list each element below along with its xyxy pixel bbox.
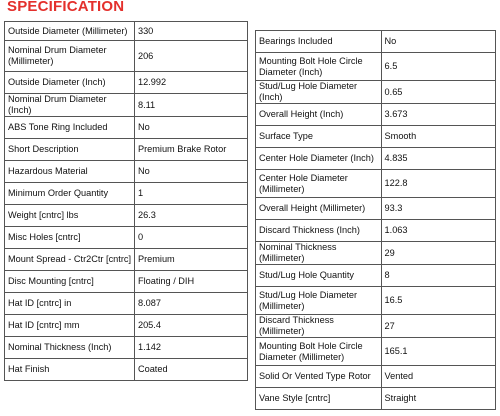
spec-value: No [381, 31, 495, 53]
spec-heading: SPECIFICATION [7, 0, 125, 15]
spec-value: 122.8 [381, 170, 495, 198]
spec-row [256, 170, 496, 198]
spec-row [5, 227, 248, 249]
spec-value: 12.992 [134, 72, 247, 94]
spec-row [256, 242, 496, 265]
spec-value: Smooth [381, 126, 495, 148]
spec-row [5, 183, 248, 205]
spec-value: 93.3 [381, 198, 495, 220]
spec-label: Center Hole Diameter (Inch) [256, 148, 382, 170]
spec-value: 165.1 [381, 338, 495, 366]
spec-value: 8 [381, 265, 495, 287]
spec-label: Nominal Drum Diameter (Inch) [5, 94, 135, 117]
spec-row [5, 205, 248, 227]
spec-value: 1.063 [381, 220, 495, 242]
spec-row [5, 41, 248, 72]
spec-row [5, 72, 248, 94]
spec-value: No [134, 117, 247, 139]
spec-value: 16.5 [381, 287, 495, 315]
spec-label: Hat ID [cntrc] in [5, 293, 135, 315]
spec-label: Mount Spread - Ctr2Ctr [cntrc] [5, 249, 135, 271]
spec-row [256, 104, 496, 126]
spec-label: Hazardous Material [5, 161, 135, 183]
spec-value: 330 [134, 22, 247, 41]
spec-value: 205.4 [134, 315, 247, 337]
spec-table-right-body [256, 31, 496, 410]
spec-row [256, 31, 496, 53]
spec-row [5, 94, 248, 117]
spec-label: Bearings Included [256, 31, 382, 53]
spec-value: 4.835 [381, 148, 495, 170]
spec-value: 27 [381, 315, 495, 338]
spec-value: Premium [134, 249, 247, 271]
spec-row [256, 198, 496, 220]
spec-label: Outside Diameter (Inch) [5, 72, 135, 94]
spec-label: Center Hole Diameter (Millimeter) [256, 170, 382, 198]
spec-value: 3.673 [381, 104, 495, 126]
spec-row [5, 117, 248, 139]
spec-value: 29 [381, 242, 495, 265]
spec-row [5, 22, 248, 41]
spec-value: 0 [134, 227, 247, 249]
spec-label: Mounting Bolt Hole Circle Diameter (Millimeter) [256, 338, 382, 366]
spec-row [5, 161, 248, 183]
spec-row [256, 366, 496, 388]
spec-label: Solid Or Vented Type Rotor [256, 366, 382, 388]
spec-label: Nominal Thickness (Inch) [5, 337, 135, 359]
spec-label: Discard Thickness (Inch) [256, 220, 382, 242]
spec-label: Outside Diameter (Millimeter) [5, 22, 135, 41]
spec-label: Minimum Order Quantity [5, 183, 135, 205]
spec-row [5, 271, 248, 293]
spec-value: Vented [381, 366, 495, 388]
spec-table-right [255, 30, 496, 410]
spec-row [5, 293, 248, 315]
spec-label: Overall Height (Inch) [256, 104, 382, 126]
spec-value: 206 [134, 41, 247, 72]
spec-label: Overall Height (Millimeter) [256, 198, 382, 220]
spec-row [256, 148, 496, 170]
spec-value: 1 [134, 183, 247, 205]
spec-row [256, 287, 496, 315]
spec-row [256, 220, 496, 242]
spec-table-left-body [5, 22, 248, 381]
spec-value: 8.087 [134, 293, 247, 315]
spec-label: Surface Type [256, 126, 382, 148]
spec-label: Nominal Thickness (Millimeter) [256, 242, 382, 265]
spec-label: Short Description [5, 139, 135, 161]
spec-value: Coated [134, 359, 247, 381]
spec-label: Hat Finish [5, 359, 135, 381]
spec-value: Straight [381, 388, 495, 410]
spec-row [256, 53, 496, 81]
spec-label: Hat ID [cntrc] mm [5, 315, 135, 337]
spec-row [256, 81, 496, 104]
spec-value: 8.11 [134, 94, 247, 117]
spec-label: Stud/Lug Hole Diameter (Inch) [256, 81, 382, 104]
spec-value: Floating / DIH [134, 271, 247, 293]
spec-label: Stud/Lug Hole Quantity [256, 265, 382, 287]
spec-row [5, 249, 248, 271]
spec-row [5, 139, 248, 161]
spec-value: 26.3 [134, 205, 247, 227]
spec-row [5, 337, 248, 359]
spec-value: 0.65 [381, 81, 495, 104]
spec-value: 6.5 [381, 53, 495, 81]
spec-table-left [4, 21, 248, 381]
spec-row [256, 126, 496, 148]
spec-value: No [134, 161, 247, 183]
spec-label: Discard Thickness (Millimeter) [256, 315, 382, 338]
spec-label: Nominal Drum Diameter (Millimeter) [5, 41, 135, 72]
spec-label: Disc Mounting [cntrc] [5, 271, 135, 293]
spec-label: ABS Tone Ring Included [5, 117, 135, 139]
spec-row [256, 388, 496, 410]
spec-row [256, 315, 496, 338]
spec-row [256, 338, 496, 366]
spec-value: 1.142 [134, 337, 247, 359]
spec-label: Mounting Bolt Hole Circle Diameter (Inch) [256, 53, 382, 81]
spec-row [256, 265, 496, 287]
spec-label: Vane Style [cntrc] [256, 388, 382, 410]
spec-label: Weight [cntrc] lbs [5, 205, 135, 227]
spec-row [5, 315, 248, 337]
spec-label: Stud/Lug Hole Diameter (Millimeter) [256, 287, 382, 315]
spec-value: Premium Brake Rotor [134, 139, 247, 161]
spec-label: Misc Holes [cntrc] [5, 227, 135, 249]
spec-row [5, 359, 248, 381]
